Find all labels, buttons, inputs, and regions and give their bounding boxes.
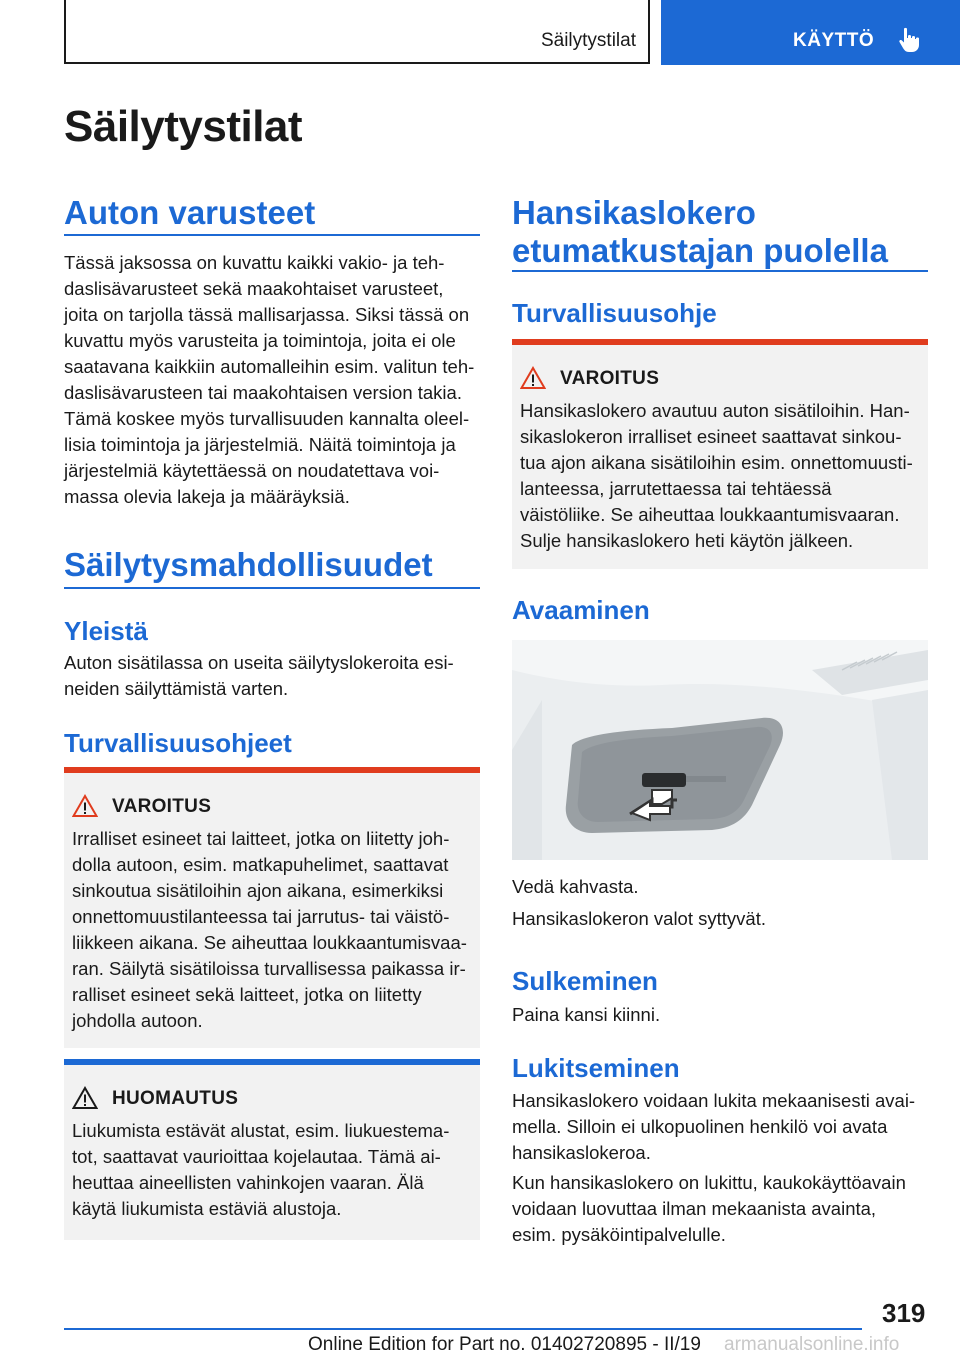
notice-heading: HUOMAUTUS [112,1088,239,1109]
notice-triangle-icon [72,1086,98,1110]
heading-auton-varusteet: Auton varusteet [64,194,316,231]
heading-sulkeminen: Sulkeminen [512,966,658,996]
paragraph-sulkeminen: Paina kansi kiinni. [512,1004,661,1025]
warning-triangle-icon [72,794,98,818]
paragraph-auton-varusteet: Tässä jaksossa on kuvattu kaikki vakio- ja teh- daslisävarusteet sekä maakohtaiset varusteet, joita on tarjolla tässä mallisarjassa. Siksi tässä on kuvattu myös varusteita ja toimintoja, joita ei ole saatavana kaikkiin automalleihin esim. valitun teh- daslisävarusteen tai maakohtaisen version takia. Tämä koskee myös turvallisuuden kannalta oleel- lisia toimintoja ja järjestelmiä. Näitä toimintoja ja järjestelmiä käytettäessä on noudatettava voi- massa olevia lakeja ja määräyksiä. [64,252,475,507]
warning-text: Hansikaslokero avautuu auton sisätiloihin. Han- sikaslokeron irralliset esineet saattavat sinkou- tua ajon aikana sisätiloihin esim. onnettomuusti- lanteessa, jarrutettaessa tai tehtäessä väistöliike. Se aiheuttaa loukkaantumisvaaran. Sulje hansikaslokero heti käytön jälkeen. [520,400,913,551]
warning-bar [64,767,480,773]
pointing-hand-icon [898,27,922,53]
heading-lukitseminen: Lukitseminen [512,1053,680,1083]
footer-rule [64,1328,862,1330]
footer-edition: Online Edition for Part no. 01402720895 - II/19 [308,1334,701,1355]
warning-heading: VAROITUS [112,796,212,817]
warning-heading: VAROITUS [560,368,660,389]
warning-text: Irralliset esineet tai laitteet, jotka on liitetty joh- dolla autoon, esim. matkapuhelimet, saattavat sinkoutua sisätiloihin ajon aikana, esimerkiksi onnettomuustilanteessa tai jarrutus- tai väistö- liikkeen aikana. Se aiheuttaa loukkaantumisvaa- ran. Säilytä sisätiloissa turvallisessa paikassa ir- ralliset esineet sekä laitteet, jotka on liitetty johdolla autoon. [72,828,467,1031]
footer-site-link[interactable]: armanualsonline.info [724,1334,900,1355]
header-section-title: Säilytystilat [540,30,636,51]
heading-yleista: Yleistä [64,616,148,646]
page-title: Säilytystilat [64,102,303,151]
page-number: 319 [882,1298,926,1328]
heading-avaaminen: Avaaminen [512,595,650,625]
heading-turvallisuusohje: Turvallisuusohje [512,298,717,328]
glovebox-illustration [512,640,928,860]
notice-text: Liukumista estävät alustat, esim. liukuestema- tot, saattavat vaurioittaa kojelautaa. Tämä ai- heuttaa aineellisten vahinkojen vaaran. Älä käytä liukumista estäviä alustoja. [72,1120,450,1219]
header-chapter-label[interactable]: KÄYTTÖ [793,30,875,51]
heading-rule [64,587,480,589]
warning-bar [512,339,928,345]
heading-rule [512,270,928,272]
step-pull-handle: Vedä kahvasta. [512,876,639,897]
notice-bar [64,1059,480,1065]
heading-sailytysmahdollisuudet: Säilytysmahdollisuudet [64,546,433,583]
paragraph-yleista: Auton sisätilassa on useita säilytyslokeroita esi- neiden säilyttämistä varten. [64,652,454,699]
paragraph-lukitseminen-1: Hansikaslokero voidaan lukita mekaanisesti avai- mella. Silloin ei ulkopuolinen henkilö voi avata hansikaslokeroa. [512,1090,916,1163]
paragraph-lukitseminen-2: Kun hansikaslokero on lukittu, kaukokäyttöavain voidaan luovuttaa ilman mekaanista avainta, esim. pysäköintipalvelulle. [512,1172,906,1245]
heading-rule [64,234,480,236]
step-lights-on: Hansikaslokeron valot syttyvät. [512,908,766,929]
heading-hansikaslokero: Hansikaslokero etumatkustajan puolella [512,194,888,269]
heading-turvallisuusohjeet: Turvallisuusohjeet [64,728,292,758]
warning-triangle-icon [520,366,546,390]
